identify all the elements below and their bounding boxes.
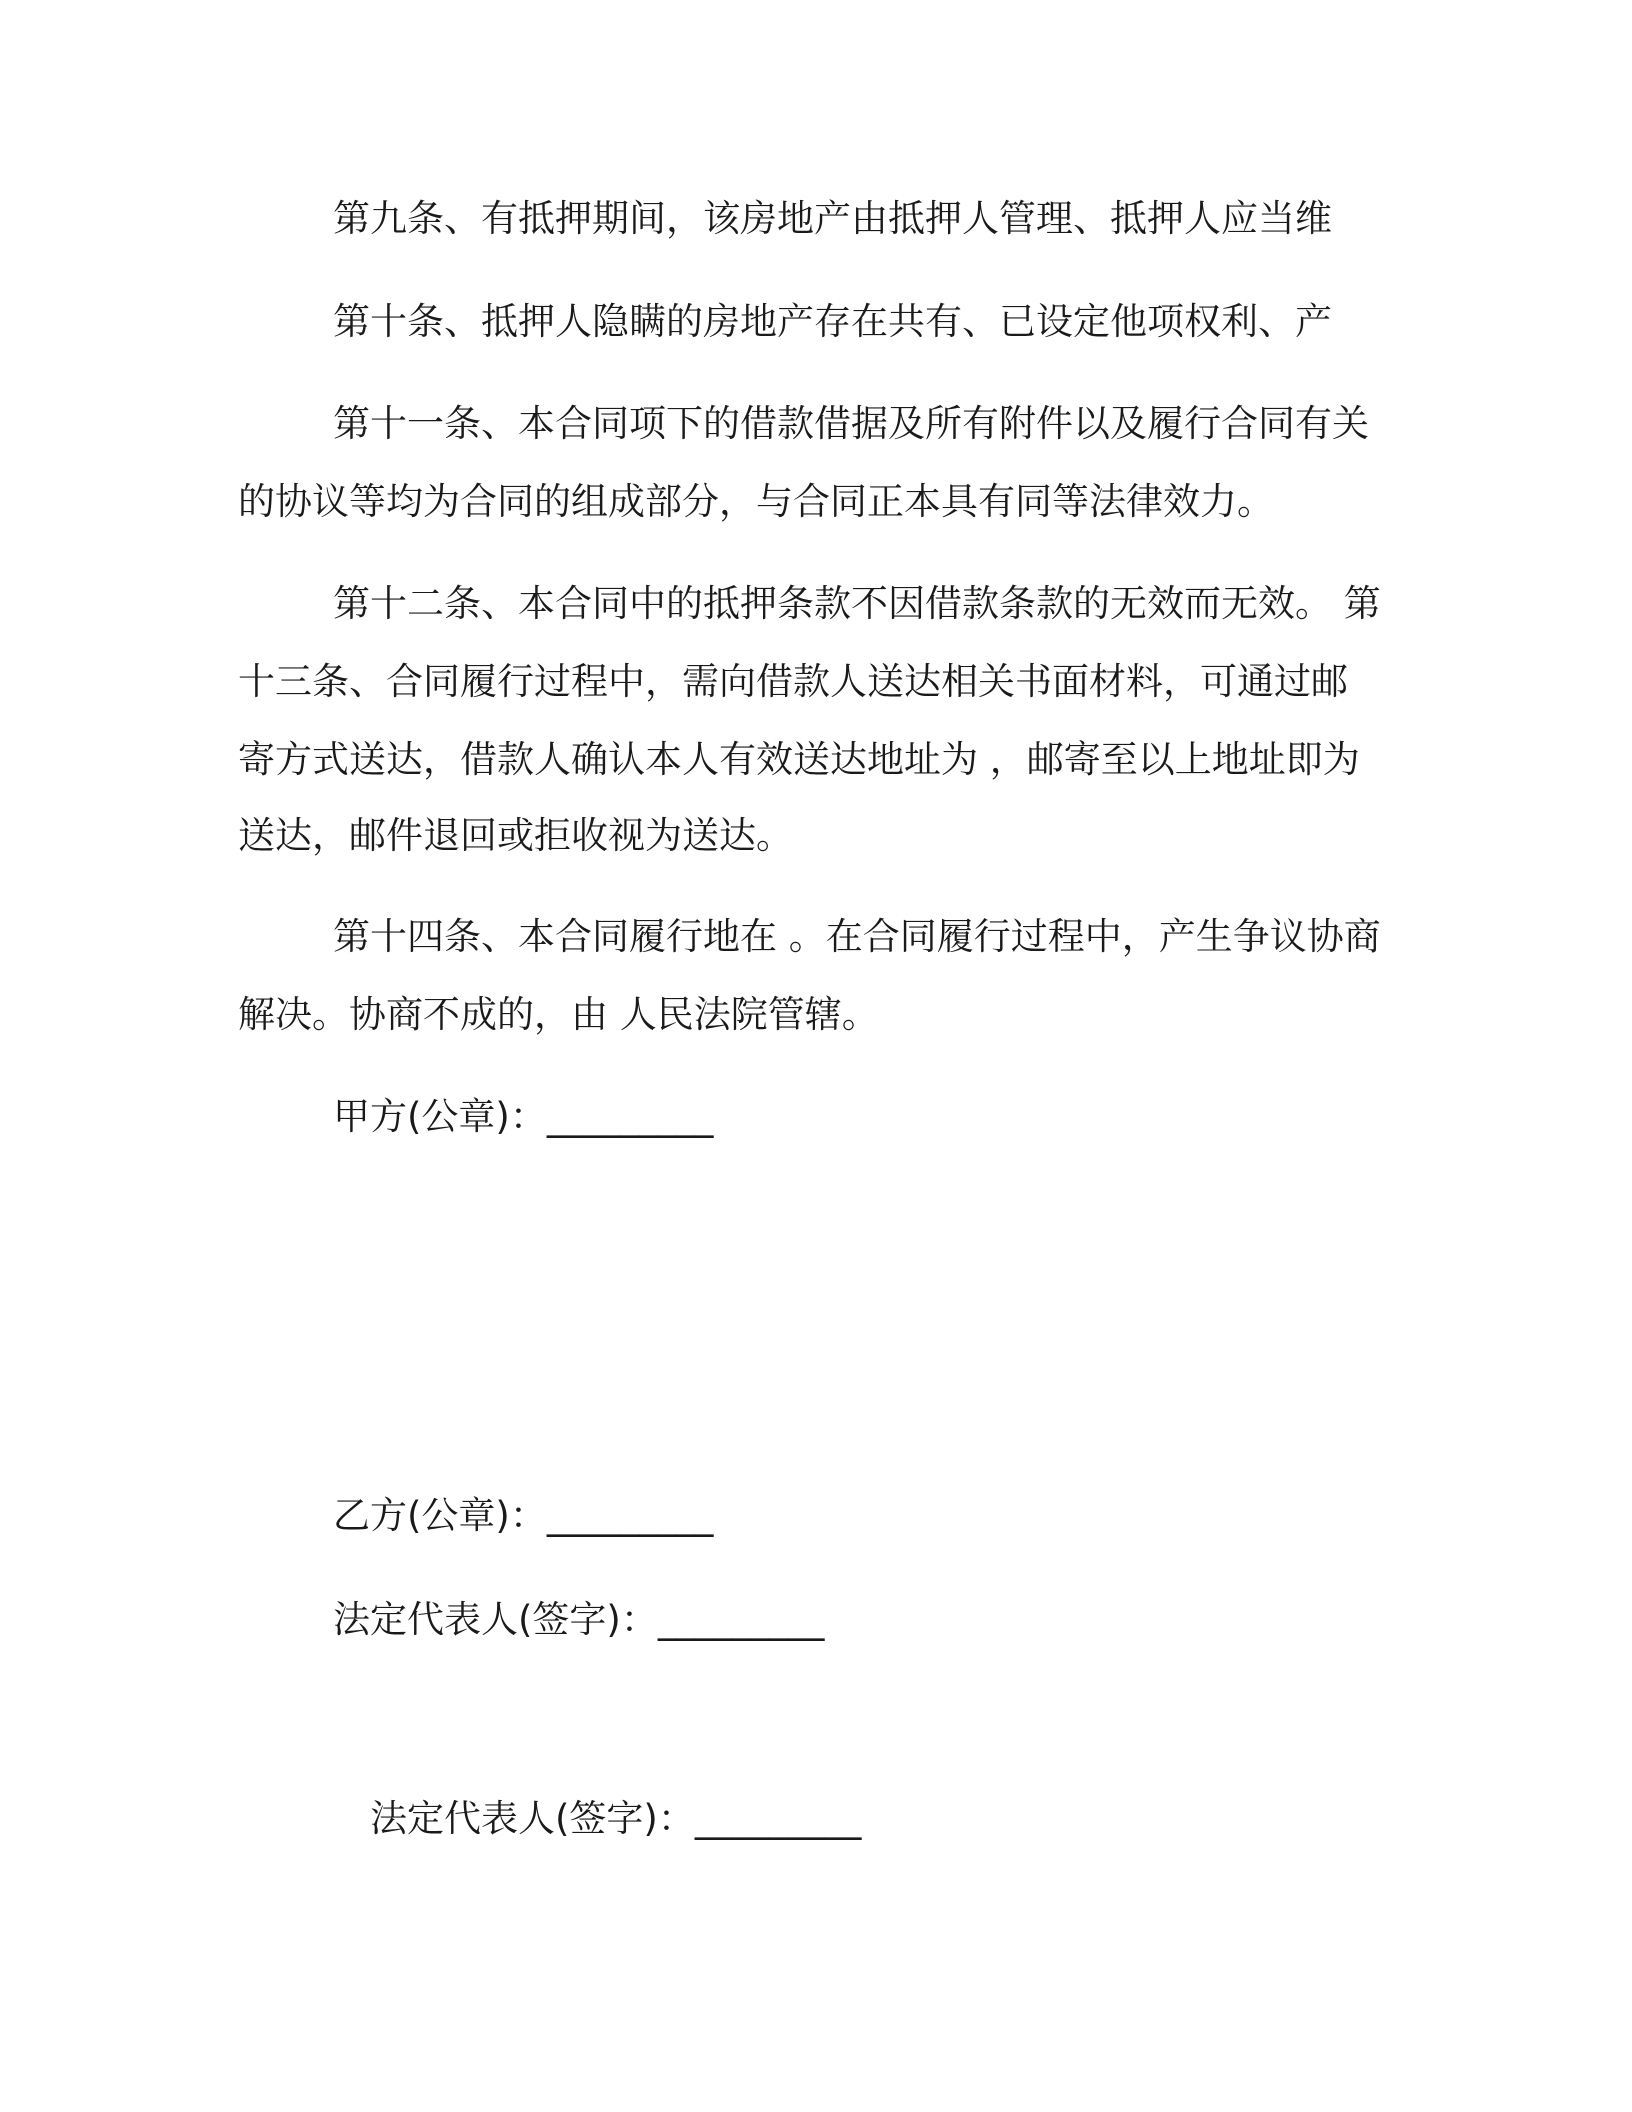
clause-14-line-1: 第十四条、本合同履行地在 。在合同履行过程中，产生争议协商: [333, 915, 1381, 958]
clause-10-line: 第十条、抵押人隐瞒的房地产存在共有、已设定他项权利、产: [333, 300, 1332, 343]
clause-14-line-2: 解决。协商不成的，由 人民法院管辖。: [238, 993, 879, 1036]
party-a-signature-line: 甲方(公章)：_________: [333, 1095, 714, 1138]
party-b-signature-line: 乙方(公章)：_________: [333, 1494, 714, 1537]
clause-11-line-2: 的协议等均为合同的组成部分，与合同正本具有同等法律效力。: [238, 480, 1274, 523]
clause-12-line-1: 第十二条、本合同中的抵押条款不因借款条款的无效而无效。 第: [333, 582, 1381, 625]
clause-9-line: 第九条、有抵押期间，该房地产由抵押人管理、抵押人应当维: [333, 197, 1332, 240]
legal-rep-signature-line-2: 法定代表人(签字)：_________: [370, 1797, 862, 1840]
clause-13-line-3: 送达，邮件退回或拒收视为送达。: [238, 814, 793, 857]
clause-13-line-2: 寄方式送达，借款人确认本人有效送达地址为 ，邮寄至以上地址即为: [238, 738, 1360, 781]
clause-13-line-1: 十三条、合同履行过程中，需向借款人送达相关书面材料，可通过邮: [238, 660, 1348, 703]
legal-rep-signature-line-1: 法定代表人(签字)：_________: [333, 1598, 825, 1641]
clause-11-line-1: 第十一条、本合同项下的借款借据及所有附件以及履行合同有关: [333, 402, 1369, 445]
